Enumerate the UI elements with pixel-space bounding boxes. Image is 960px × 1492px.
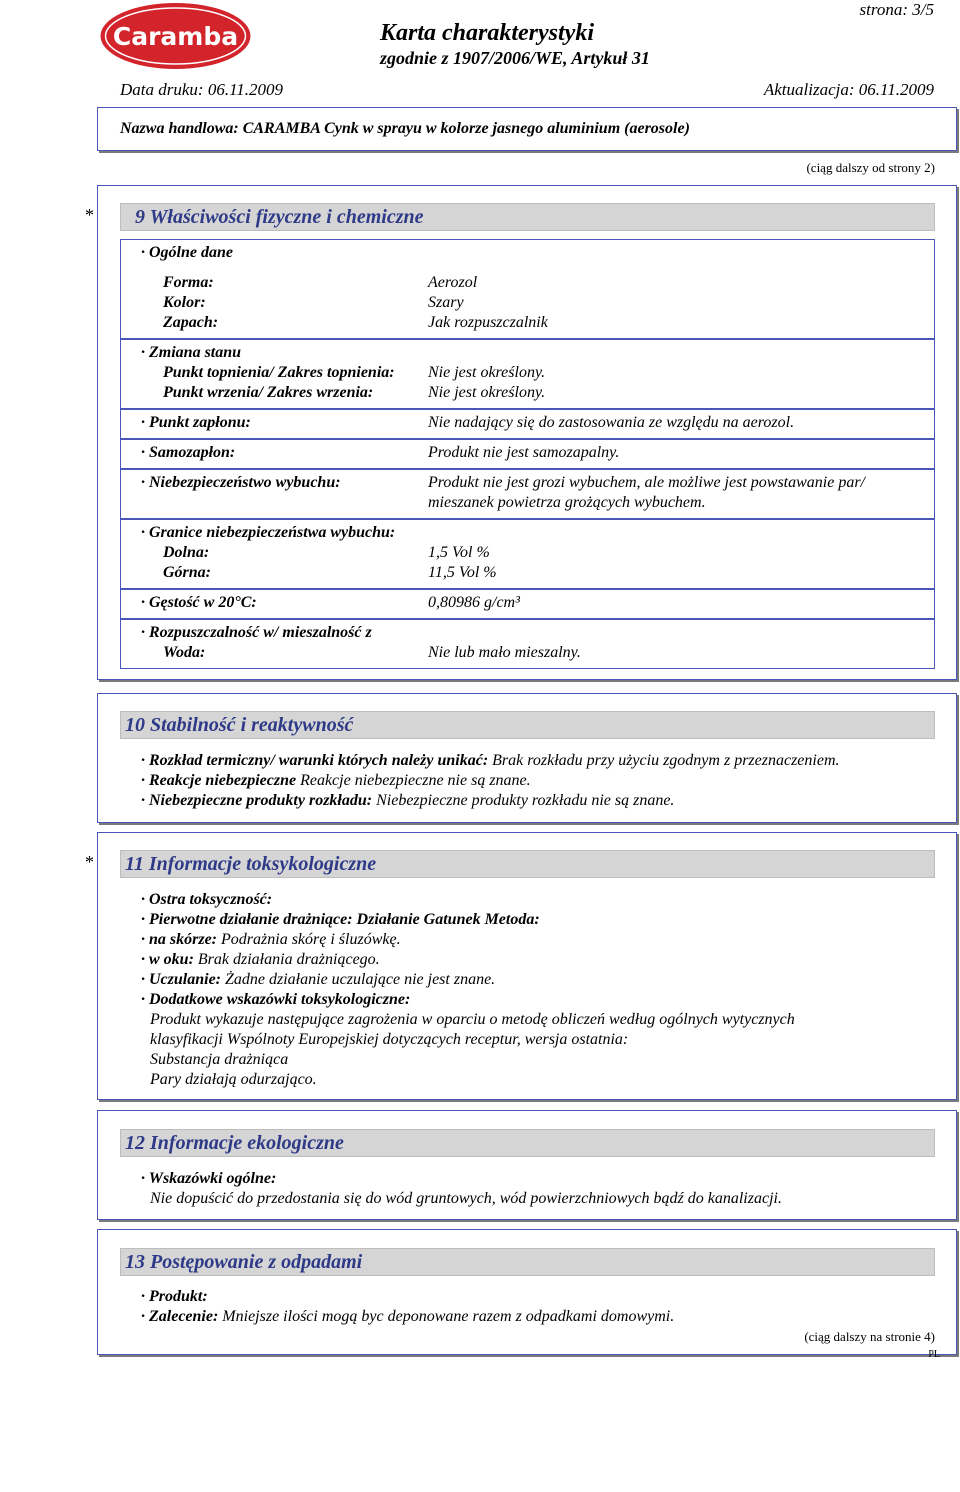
- page-number: strona: 3/5: [859, 0, 934, 19]
- water-label: Woda:: [163, 644, 206, 661]
- tox-paragraph-2: klasyfikacji Wspólnoty Europejskiej dotyczących receptur, wersja ostatnia:: [150, 1031, 629, 1048]
- autoignition-label: · Samozapłon:: [141, 444, 236, 461]
- skin-effect: [141, 931, 401, 949]
- forma-label: Forma:: [163, 274, 214, 291]
- sensitization-value: Żadne działanie uczulające nie jest znane.: [221, 971, 496, 988]
- reactions-value: Reakcje niebezpieczne nie są znane.: [296, 772, 531, 789]
- flash-point-value: Nie nadający się do zastosowania ze względu na aerozol.: [428, 414, 795, 431]
- melting-label: Punkt topnienia/ Zakres topnienia:: [163, 364, 395, 381]
- section-13-title: 13 Postępowanie z odpadami: [120, 1248, 935, 1276]
- products-label: · Niebezpieczne produkty rozkładu:: [141, 792, 373, 809]
- upper-limit-label: Górna:: [163, 564, 212, 581]
- trade-name-box: [97, 107, 957, 151]
- eye-value: Brak działania drażniącego.: [193, 951, 380, 968]
- explosion-label: · Niebezpieczeństwo wybuchu:: [141, 474, 341, 491]
- density-value: 0,80986 g/cm³: [428, 594, 520, 611]
- sensitization-label: · Uczulanie:: [141, 971, 221, 988]
- tox-paragraph-4: Pary działają odurzająco.: [150, 1071, 317, 1088]
- skin-value: Podrażnia skórę i śluzówkę.: [217, 931, 401, 948]
- flash-point-label: · Punkt zapłonu:: [141, 414, 251, 431]
- change-marker: *: [85, 205, 94, 225]
- thermal-value: Brak rozkładu przy użyciu zgodnym z przeznaczeniem.: [488, 752, 840, 769]
- autoignition-value: Produkt nie jest samozapalny.: [428, 444, 620, 461]
- eye-label: · w oku:: [141, 951, 194, 968]
- reactions-label: · Reakcje niebezpieczne: [141, 772, 297, 789]
- zapach-label: Zapach:: [163, 314, 219, 331]
- hazardous-reactions: [141, 772, 531, 790]
- document-subtitle: zgodnie z 1907/2006/WE, Artykuł 31: [380, 48, 650, 68]
- melting-value: Nie jest określony.: [428, 364, 546, 381]
- change-marker: *: [85, 852, 94, 872]
- zapach-value: Jak rozpuszczalnik: [428, 314, 548, 331]
- continued-to: (ciąg dalszy na stronie 4): [804, 1329, 935, 1344]
- kolor-label: Kolor:: [163, 294, 206, 311]
- eye-effect: [141, 951, 380, 969]
- recommendation-label: · Zalecenie:: [141, 1308, 219, 1325]
- recommendation-value: Mniejsze ilości mogą byc deponowane razem z odpadkami domowymi.: [218, 1308, 675, 1325]
- caramba-logo: [99, 2, 252, 70]
- tox-paragraph-1: Produkt wykazuje następujące zagrożenia w oparciu o metodę obliczeń według ogólnych wytycznych: [150, 1011, 795, 1028]
- solubility-label: · Rozpuszczalność w/ mieszalność z: [141, 624, 372, 641]
- upper-limit-value: 11,5 Vol %: [428, 564, 497, 581]
- section-11-title: 11 Informacje toksykologiczne: [120, 850, 935, 878]
- kolor-value: Szary: [428, 294, 464, 311]
- general-remarks: · Wskazówki ogólne:: [141, 1170, 277, 1187]
- general-data-heading: · Ogólne dane: [141, 244, 233, 261]
- explosion-limits-heading: · Granice niebezpieczeństwa wybuchu:: [141, 524, 396, 541]
- trade-name: Nazwa handlowa: CARAMBA Cynk w sprayu w kolorze jasnego aluminium (aerosole): [120, 120, 690, 137]
- print-date: Data druku: 06.11.2009: [120, 80, 284, 99]
- recommendation: [141, 1308, 674, 1326]
- thermal-label: · Rozkład termiczny/ warunki których należy unikać:: [141, 752, 489, 769]
- eco-paragraph: Nie dopuścić do przedostania się do wód gruntowych, wód powierzchniowych bądź do kanalizacji.: [150, 1190, 782, 1207]
- lower-limit-label: Dolna:: [163, 544, 210, 561]
- product-heading: · Produkt:: [141, 1288, 208, 1305]
- section-12-title: 12 Informacje ekologiczne: [120, 1129, 935, 1157]
- density-label: · Gęstość w 20°C:: [141, 594, 257, 611]
- explosion-value-line1: Produkt nie jest grozi wybuchem, ale możliwe jest powstawanie par/: [428, 474, 865, 491]
- forma-value: Aerozol: [428, 274, 478, 291]
- continued-from: (ciąg dalszy od strony 2): [806, 160, 935, 175]
- skin-label: · na skórze:: [141, 931, 218, 948]
- acute-toxicity: · Ostra toksyczność:: [141, 891, 273, 908]
- section-10-title: 10 Stabilność i reaktywność: [120, 711, 935, 739]
- language-code: PL: [928, 1349, 940, 1360]
- section-9-title: 9 Właściwości fizyczne i chemiczne: [120, 203, 935, 231]
- sensitization: [141, 971, 495, 989]
- update-date: Aktualizacja: 06.11.2009: [763, 80, 934, 99]
- thermal-decomposition: [141, 752, 840, 770]
- products-value: Niebezpieczne produkty rozkładu nie są znane.: [372, 792, 675, 809]
- state-change-heading: · Zmiana stanu: [141, 344, 242, 361]
- explosion-value-line2: mieszanek powietrza grożących wybuchem.: [428, 494, 706, 511]
- logo-text: Caramba: [112, 22, 239, 51]
- water-value: Nie lub mało mieszalny.: [428, 644, 581, 661]
- document-title: Karta charakterystyki: [380, 20, 594, 46]
- tox-paragraph-3: Substancja drażniąca: [150, 1051, 289, 1068]
- primary-irritation: · Pierwotne działanie drażniące: Działanie Gatunek Metoda:: [141, 911, 540, 928]
- boiling-value: Nie jest określony.: [428, 384, 546, 401]
- lower-limit-value: 1,5 Vol %: [428, 544, 490, 561]
- boiling-label: Punkt wrzenia/ Zakres wrzenia:: [163, 384, 374, 401]
- additional-tox-info: · Dodatkowe wskazówki toksykologiczne:: [141, 991, 411, 1008]
- hazardous-products: [141, 792, 674, 810]
